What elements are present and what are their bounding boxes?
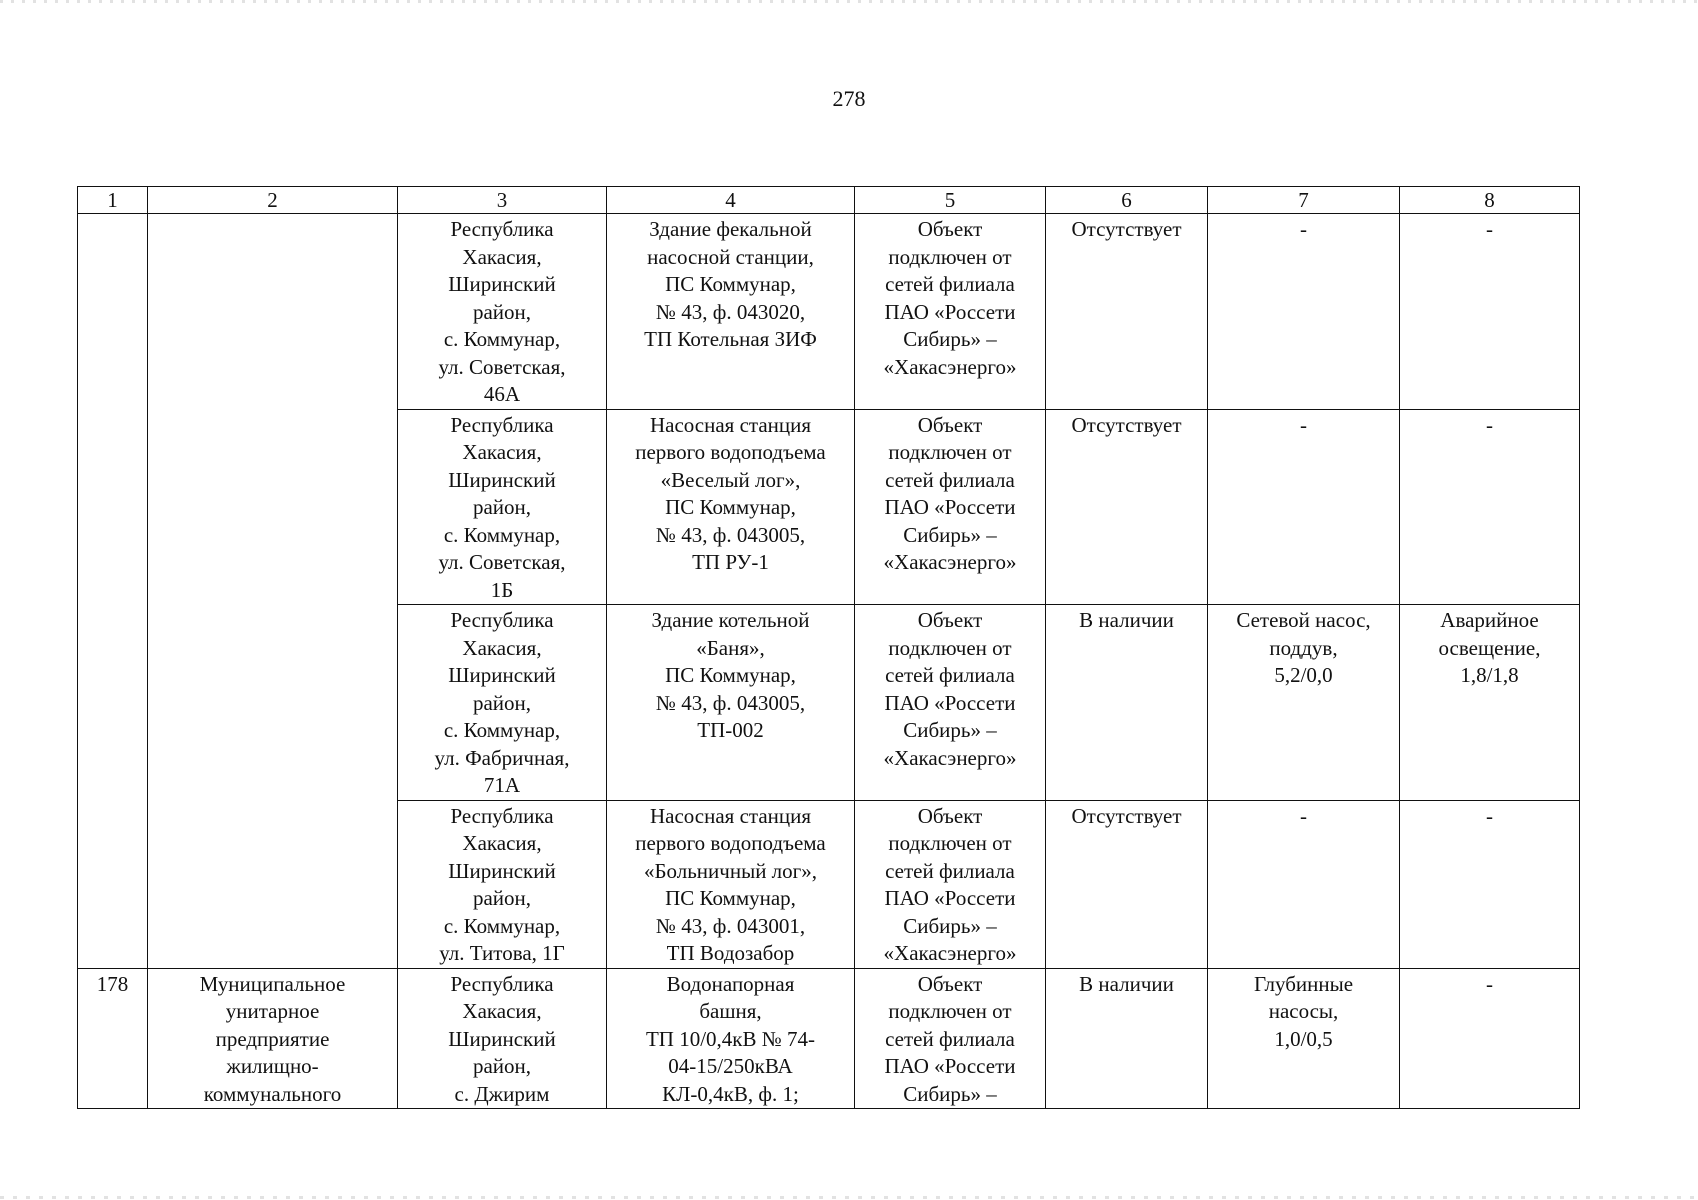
cell-line: с. Коммунар, — [443, 522, 561, 547]
row-number-cell: 178 — [78, 968, 148, 1109]
cell-line: «Хакасэнерго» — [883, 550, 1017, 574]
cell-line: Глубинные — [1253, 971, 1354, 996]
cell-line: Отсутствует — [1071, 412, 1182, 437]
cell-line: Хакасия, — [462, 244, 542, 269]
cell-line: Отсутствует — [1071, 803, 1182, 828]
connection-cell — [855, 409, 1046, 605]
cell-line: ул. Советская, — [438, 354, 566, 379]
address-cell — [398, 214, 607, 410]
cell-line: «Баня», — [696, 635, 765, 660]
cell-line: 1,0/0,5 — [1274, 1026, 1333, 1051]
cell-line: Здание котельной — [651, 608, 810, 632]
cell-line: ПАО «Россети — [884, 690, 1016, 715]
cell-line: ПАО «Россети — [884, 495, 1016, 519]
cell-line: Здание фекальной — [649, 217, 812, 241]
cell-line: «Хакасэнерго» — [883, 941, 1017, 965]
cell-line: Сибирь» – — [903, 913, 997, 938]
cell-line: ТП-002 — [697, 718, 764, 742]
facility-cell — [607, 409, 855, 605]
cell-line: ул. Фабричная, — [434, 745, 570, 770]
availability-cell — [1046, 968, 1208, 1109]
scan-edge-top — [0, 0, 1698, 3]
cell-line: - — [1486, 971, 1493, 996]
column-header: 3 — [398, 187, 607, 214]
cell-line: № 43, ф. 043005, — [655, 522, 806, 547]
cell-line: «Хакасэнерго» — [883, 745, 1017, 770]
cell-line: Объект — [917, 412, 983, 437]
cell-line: Ширинский — [448, 467, 556, 492]
cell-line: № 43, ф. 043005, — [655, 690, 806, 715]
cell-line: Объект — [917, 608, 983, 632]
cell-line: подключен от — [888, 440, 1012, 464]
cell-line: башня, — [699, 999, 762, 1023]
connection-cell — [855, 968, 1046, 1109]
cell-line: сетей филиала — [885, 858, 1015, 883]
cell-line: КЛ-0,4кВ, ф. 1; — [662, 1081, 799, 1106]
cell-line: унитарное — [225, 999, 320, 1023]
column-header: 5 — [855, 187, 1046, 214]
cell-line: жилищно- — [226, 1054, 319, 1078]
cell-line: Водонапорная — [666, 971, 795, 996]
cell-line: подключен от — [888, 831, 1012, 855]
address-cell — [398, 409, 607, 605]
cell-line: Сибирь» – — [903, 327, 997, 351]
cell-line: ТП Котельная ЗИФ — [644, 327, 817, 351]
cell-line: насосной станции, — [647, 244, 814, 269]
cell-line: сетей филиала — [885, 663, 1015, 687]
cell-line: - — [1486, 803, 1493, 828]
emergency-cell — [1400, 214, 1580, 410]
cell-line: поддув, — [1269, 635, 1338, 660]
column-header: 8 — [1400, 187, 1580, 214]
cell-line: 71А — [483, 773, 521, 797]
cell-line: район, — [472, 1054, 532, 1078]
cell-line: Сибирь» – — [903, 522, 997, 547]
emergency-cell — [1400, 605, 1580, 801]
cell-line: «Хакасэнерго» — [883, 354, 1017, 379]
facility-cell — [607, 605, 855, 801]
cell-line: ул. Титова, 1Г — [439, 941, 565, 965]
header-row — [78, 187, 1580, 214]
cell-line: с. Коммунар, — [443, 327, 561, 351]
cell-line: Хакасия, — [462, 440, 542, 464]
cell-line: район, — [472, 690, 532, 715]
table-row — [78, 214, 1580, 410]
cell-line: Республика — [450, 803, 554, 828]
equipment-cell — [1208, 214, 1400, 410]
page-number: 278 — [832, 86, 866, 111]
cell-line: - — [1300, 803, 1307, 828]
cell-line: подключен от — [888, 635, 1012, 660]
cell-line: Объект — [917, 971, 983, 996]
cell-line: предприятие — [215, 1026, 330, 1051]
facility-cell — [607, 214, 855, 410]
equipment-cell — [1208, 968, 1400, 1109]
emergency-cell — [1400, 800, 1580, 968]
cell-line: Ширинский — [448, 272, 556, 296]
cell-line: ПАО «Россети — [884, 886, 1016, 910]
cell-line: Ширинский — [448, 663, 556, 687]
cell-line: ПС Коммунар, — [665, 886, 796, 910]
equipment-cell — [1208, 800, 1400, 968]
cell-line: с. Коммунар, — [443, 913, 561, 938]
cell-line: - — [1300, 217, 1307, 241]
column-header: 7 — [1208, 187, 1400, 214]
organization-cell — [148, 214, 398, 969]
cell-line: ул. Советская, — [438, 550, 566, 574]
equipment-cell — [1208, 605, 1400, 801]
table-row — [78, 968, 1580, 1109]
cell-line: район, — [472, 299, 532, 324]
cell-line: Республика — [450, 217, 554, 241]
connection-cell — [855, 800, 1046, 968]
cell-line: ПАО «Россети — [884, 1054, 1016, 1078]
cell-line: подключен от — [888, 999, 1012, 1023]
cell-line: 1,8/1,8 — [1460, 663, 1519, 687]
cell-line: Хакасия, — [462, 635, 542, 660]
cell-line: Ширинский — [448, 1026, 556, 1051]
cell-line: Ширинский — [448, 858, 556, 883]
cell-line: Муниципальное — [199, 971, 346, 996]
column-header: 2 — [148, 187, 398, 214]
cell-line: Хакасия, — [462, 831, 542, 855]
cell-line: с. Коммунар, — [443, 718, 561, 742]
cell-line: первого водоподъема — [635, 440, 826, 464]
cell-line: Республика — [450, 412, 554, 437]
cell-line: Отсутствует — [1071, 217, 1182, 241]
cell-line: Сибирь» – — [903, 1081, 997, 1106]
cell-line: район, — [472, 495, 532, 519]
cell-line: Сетевой насос, — [1236, 608, 1371, 632]
cell-line: «Веселый лог», — [660, 467, 801, 492]
document-table — [77, 186, 1580, 1109]
cell-line: ПС Коммунар, — [665, 272, 796, 296]
cell-line: подключен от — [888, 244, 1012, 269]
cell-line: Объект — [917, 217, 983, 241]
cell-line: ТП РУ-1 — [692, 550, 769, 574]
cell-line: 46А — [483, 382, 521, 406]
scan-edge-bottom — [0, 1196, 1698, 1199]
cell-line: - — [1486, 412, 1493, 437]
cell-line: - — [1300, 412, 1307, 437]
cell-line: коммунального — [203, 1081, 342, 1106]
cell-line: ПС Коммунар, — [665, 495, 796, 519]
cell-line: Насосная станция — [649, 412, 812, 437]
cell-line: В наличии — [1079, 608, 1174, 632]
cell-line: ПАО «Россети — [884, 299, 1016, 324]
cell-line: Объект — [917, 803, 983, 828]
cell-line: сетей филиала — [885, 467, 1015, 492]
availability-cell — [1046, 605, 1208, 801]
address-cell — [398, 968, 607, 1109]
connection-cell — [855, 214, 1046, 410]
cell-line: Сибирь» – — [903, 718, 997, 742]
address-cell — [398, 605, 607, 801]
cell-line: 5,2/0,0 — [1274, 663, 1333, 687]
cell-line: освещение, — [1438, 635, 1541, 660]
cell-line: Насосная станция — [649, 803, 812, 828]
facility-cell — [607, 800, 855, 968]
cell-line: - — [1486, 217, 1493, 241]
cell-line: ТП Водозабор — [666, 941, 795, 965]
cell-line: № 43, ф. 043001, — [655, 913, 806, 938]
facility-cell — [607, 968, 855, 1109]
cell-line: «Больничный лог», — [643, 858, 818, 883]
cell-line: сетей филиала — [885, 1026, 1015, 1051]
cell-line: Республика — [450, 608, 554, 632]
equipment-cell — [1208, 409, 1400, 605]
cell-line: насосы, — [1268, 999, 1339, 1023]
cell-line: 1Б — [490, 577, 514, 602]
row-number-cell — [78, 214, 148, 969]
emergency-cell — [1400, 409, 1580, 605]
connection-cell — [855, 605, 1046, 801]
cell-line: ПС Коммунар, — [665, 663, 796, 687]
cell-line: Республика — [450, 971, 554, 996]
column-header: 6 — [1046, 187, 1208, 214]
organization-cell — [148, 968, 398, 1109]
column-header: 4 — [607, 187, 855, 214]
cell-line: 04-15/250кВА — [668, 1054, 793, 1078]
availability-cell — [1046, 214, 1208, 410]
cell-line: В наличии — [1079, 971, 1174, 996]
address-cell — [398, 800, 607, 968]
emergency-cell — [1400, 968, 1580, 1109]
cell-line: Хакасия, — [462, 999, 542, 1023]
cell-line: ТП 10/0,4кВ № 74- — [645, 1026, 816, 1051]
cell-line: Аварийное — [1440, 608, 1539, 632]
availability-cell — [1046, 800, 1208, 968]
cell-line: сетей филиала — [885, 272, 1015, 296]
availability-cell — [1046, 409, 1208, 605]
cell-line: № 43, ф. 043020, — [655, 299, 806, 324]
cell-line: с. Джирим — [454, 1081, 550, 1106]
column-header: 1 — [78, 187, 148, 214]
cell-line: район, — [472, 886, 532, 910]
cell-line: первого водоподъема — [635, 831, 826, 855]
